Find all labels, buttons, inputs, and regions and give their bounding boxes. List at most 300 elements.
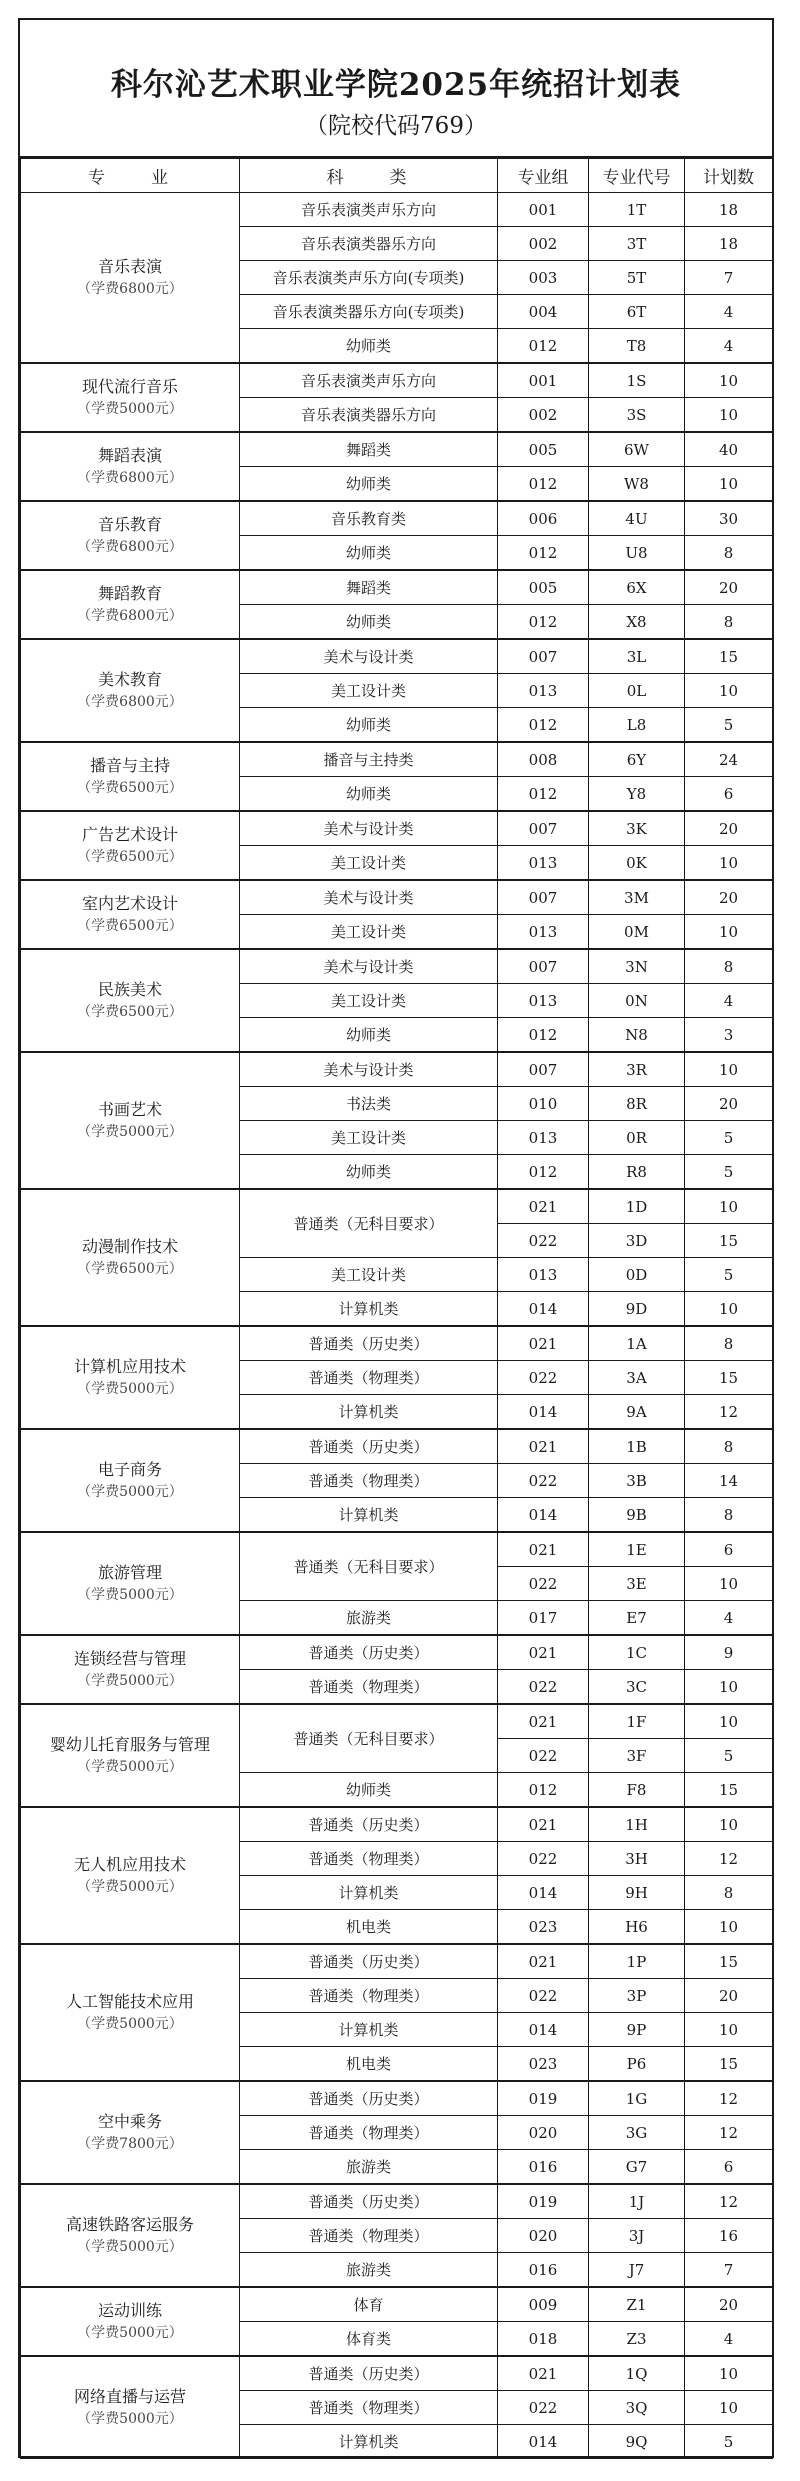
category-cell: 幼师类: [240, 329, 498, 364]
group-cell: 017: [498, 1601, 589, 1636]
code-cell: 1E: [589, 1532, 685, 1567]
group-cell: 012: [498, 467, 589, 502]
category-cell: 书法类: [240, 1087, 498, 1121]
group-cell: 012: [498, 1155, 589, 1190]
code-cell: 3C: [589, 1670, 685, 1705]
group-cell: 022: [498, 1739, 589, 1773]
category-cell: 普通类（历史类）: [240, 1635, 498, 1670]
category-cell: 美工设计类: [240, 1121, 498, 1155]
major-name: 民族美术: [97, 979, 162, 999]
category-cell: 美工设计类: [240, 674, 498, 708]
code-cell: 3R: [589, 1052, 685, 1087]
count-cell: 6: [685, 777, 773, 812]
count-cell: 10: [685, 1807, 773, 1842]
group-cell: 007: [498, 880, 589, 915]
major-name: 现代流行音乐: [81, 376, 178, 396]
major-cell: [21, 742, 240, 811]
major-tuition: （学费5000元）: [77, 2015, 183, 2032]
category-cell: 普通类（物理类）: [240, 1464, 498, 1498]
category-cell: 普通类（历史类）: [240, 1807, 498, 1842]
header-count: 计划数: [685, 159, 773, 193]
category-cell: 美术与设计类: [240, 811, 498, 846]
category-cell: 音乐表演类声乐方向: [240, 363, 498, 398]
major-cell: [21, 193, 240, 364]
code-cell: 0R: [589, 1121, 685, 1155]
code-cell: 3L: [589, 639, 685, 674]
code-cell: W8: [589, 467, 685, 502]
table-row: [21, 1704, 773, 1739]
code-cell: 3B: [589, 1464, 685, 1498]
major-cell: [21, 811, 240, 880]
category-cell: 机电类: [240, 1910, 498, 1945]
major-cell: [21, 1189, 240, 1326]
category-cell: 幼师类: [240, 536, 498, 571]
code-cell: E7: [589, 1601, 685, 1636]
major-name: 婴幼儿托育服务与管理: [49, 1734, 210, 1754]
category-cell: 计算机类: [240, 1292, 498, 1327]
count-cell: 20: [685, 1087, 773, 1121]
table-row: [21, 2287, 773, 2322]
group-cell: 022: [498, 1361, 589, 1395]
group-cell: 021: [498, 1944, 589, 1979]
major-tuition: （学费5000元）: [77, 1123, 183, 1140]
category-cell: 普通类（历史类）: [240, 1429, 498, 1464]
code-cell: 1Q: [589, 2356, 685, 2391]
group-cell: 018: [498, 2322, 589, 2357]
major-cell: [21, 1807, 240, 1944]
group-cell: 007: [498, 1052, 589, 1087]
group-cell: 023: [498, 1910, 589, 1945]
category-cell: 幼师类: [240, 1018, 498, 1053]
major-name: 室内艺术设计: [81, 893, 178, 913]
group-cell: 022: [498, 1670, 589, 1705]
major-tuition: （学费6500元）: [77, 848, 183, 865]
count-cell: 10: [685, 2391, 773, 2425]
group-cell: 012: [498, 536, 589, 571]
major-name: 书画艺术: [97, 1099, 162, 1119]
major-tuition: （学费5000元）: [77, 2410, 183, 2427]
count-cell: 12: [685, 1395, 773, 1430]
code-cell: 3D: [589, 1224, 685, 1258]
major-cell: [21, 1635, 240, 1704]
count-cell: 8: [685, 1326, 773, 1361]
count-cell: 4: [685, 295, 773, 329]
count-cell: 14: [685, 1464, 773, 1498]
table-row: [21, 1944, 773, 1979]
table-row: [21, 193, 773, 227]
code-cell: U8: [589, 536, 685, 571]
category-cell: 美工设计类: [240, 915, 498, 950]
count-cell: 6: [685, 1532, 773, 1567]
major-cell: [21, 1944, 240, 2081]
enrollment-plan-sheet: [18, 18, 774, 2458]
code-cell: 1P: [589, 1944, 685, 1979]
title-block: [20, 20, 772, 158]
count-cell: 15: [685, 2047, 773, 2082]
code-cell: N8: [589, 1018, 685, 1053]
code-cell: 3H: [589, 1842, 685, 1876]
group-cell: 010: [498, 1087, 589, 1121]
code-cell: T8: [589, 329, 685, 364]
major-cell: [21, 2356, 240, 2459]
category-cell: 旅游类: [240, 2150, 498, 2185]
group-cell: 007: [498, 811, 589, 846]
code-cell: 1F: [589, 1704, 685, 1739]
major-tuition: （学费6800元）: [77, 280, 183, 297]
count-cell: 10: [685, 1189, 773, 1224]
code-cell: F8: [589, 1773, 685, 1808]
group-cell: 007: [498, 639, 589, 674]
count-cell: 5: [685, 1121, 773, 1155]
code-cell: 3F: [589, 1739, 685, 1773]
group-cell: 012: [498, 708, 589, 743]
code-cell: 3T: [589, 227, 685, 261]
code-cell: 1C: [589, 1635, 685, 1670]
code-cell: 0D: [589, 1258, 685, 1292]
code-cell: Z1: [589, 2287, 685, 2322]
category-cell: 普通类（物理类）: [240, 2116, 498, 2150]
category-cell: 幼师类: [240, 1773, 498, 1808]
code-cell: P6: [589, 2047, 685, 2082]
count-cell: 10: [685, 1292, 773, 1327]
major-tuition: （学费6500元）: [77, 917, 183, 934]
code-cell: G7: [589, 2150, 685, 2185]
category-cell: 普通类（历史类）: [240, 2081, 498, 2116]
category-cell: 计算机类: [240, 2425, 498, 2459]
category-cell: 音乐表演类器乐方向(专项类): [240, 295, 498, 329]
group-cell: 016: [498, 2253, 589, 2288]
group-cell: 014: [498, 1876, 589, 1910]
count-cell: 10: [685, 2013, 773, 2047]
group-cell: 022: [498, 1567, 589, 1601]
major-tuition: （学费7800元）: [77, 2135, 183, 2152]
group-cell: 022: [498, 2391, 589, 2425]
count-cell: 3: [685, 1018, 773, 1053]
header-category: 科 类: [240, 159, 498, 193]
group-cell: 014: [498, 2425, 589, 2459]
category-cell: 体育: [240, 2287, 498, 2322]
code-cell: 0N: [589, 984, 685, 1018]
major-cell: [21, 2184, 240, 2287]
code-cell: 0M: [589, 915, 685, 950]
count-cell: 12: [685, 2116, 773, 2150]
table-row: [21, 1429, 773, 1464]
table-row: [21, 2081, 773, 2116]
group-cell: 002: [498, 398, 589, 433]
major-cell: [21, 2081, 240, 2184]
count-cell: 18: [685, 227, 773, 261]
group-cell: 002: [498, 227, 589, 261]
category-cell: 普通类（无科目要求）: [240, 1704, 498, 1773]
group-cell: 003: [498, 261, 589, 295]
count-cell: 12: [685, 1842, 773, 1876]
count-cell: 10: [685, 2356, 773, 2391]
major-name: 动漫制作技术: [81, 1236, 178, 1256]
category-cell: 普通类（物理类）: [240, 1842, 498, 1876]
code-cell: 8R: [589, 1087, 685, 1121]
major-cell: [21, 1326, 240, 1429]
major-name: 电子商务: [97, 1459, 162, 1479]
major-name: 网络直播与运营: [73, 2386, 186, 2406]
group-cell: 014: [498, 1498, 589, 1533]
group-cell: 005: [498, 432, 589, 467]
count-cell: 20: [685, 1979, 773, 2013]
group-cell: 012: [498, 1773, 589, 1808]
major-tuition: （学费5000元）: [77, 1586, 183, 1603]
category-cell: 音乐教育类: [240, 501, 498, 536]
group-cell: 012: [498, 1018, 589, 1053]
category-cell: 计算机类: [240, 1498, 498, 1533]
major-tuition: （学费6500元）: [77, 779, 183, 796]
count-cell: 5: [685, 708, 773, 743]
major-cell: [21, 1052, 240, 1189]
category-cell: 音乐表演类器乐方向: [240, 398, 498, 433]
major-tuition: （学费5000元）: [77, 2238, 183, 2255]
category-cell: 机电类: [240, 2047, 498, 2082]
code-cell: 9H: [589, 1876, 685, 1910]
count-cell: 10: [685, 674, 773, 708]
count-cell: 4: [685, 329, 773, 364]
major-tuition: （学费5000元）: [77, 1380, 183, 1397]
major-cell: [21, 2287, 240, 2356]
code-cell: 1H: [589, 1807, 685, 1842]
major-tuition: （学费5000元）: [77, 1672, 183, 1689]
major-tuition: （学费6800元）: [77, 693, 183, 710]
count-cell: 10: [685, 915, 773, 950]
group-cell: 019: [498, 2081, 589, 2116]
major-cell: [21, 363, 240, 432]
code-cell: 1J: [589, 2184, 685, 2219]
category-cell: 普通类（物理类）: [240, 1361, 498, 1395]
group-cell: 021: [498, 1532, 589, 1567]
table-row: [21, 1052, 773, 1087]
group-cell: 022: [498, 1464, 589, 1498]
code-cell: L8: [589, 708, 685, 743]
major-tuition: （学费5000元）: [77, 1878, 183, 1895]
group-cell: 013: [498, 915, 589, 950]
category-cell: 播音与主持类: [240, 742, 498, 777]
category-cell: 普通类（物理类）: [240, 1979, 498, 2013]
count-cell: 5: [685, 1739, 773, 1773]
category-cell: 体育类: [240, 2322, 498, 2357]
code-cell: 3P: [589, 1979, 685, 2013]
code-cell: 3Q: [589, 2391, 685, 2425]
code-cell: J7: [589, 2253, 685, 2288]
category-cell: 计算机类: [240, 1395, 498, 1430]
code-cell: 1D: [589, 1189, 685, 1224]
category-cell: 普通类（历史类）: [240, 1944, 498, 1979]
category-cell: 普通类（历史类）: [240, 2184, 498, 2219]
group-cell: 004: [498, 295, 589, 329]
table-row: [21, 1532, 773, 1567]
header-code: 专业代号: [589, 159, 685, 193]
code-cell: 1T: [589, 193, 685, 227]
count-cell: 10: [685, 1910, 773, 1945]
group-cell: 009: [498, 2287, 589, 2322]
header-major: 专 业: [21, 159, 240, 193]
major-name: 计算机应用技术: [73, 1356, 186, 1376]
count-cell: 8: [685, 536, 773, 571]
major-name: 人工智能技术应用: [65, 1991, 194, 2011]
group-cell: 012: [498, 605, 589, 640]
count-cell: 15: [685, 1224, 773, 1258]
table-row: [21, 2184, 773, 2219]
group-cell: 001: [498, 193, 589, 227]
major-cell: [21, 432, 240, 501]
table-header-row: [21, 159, 773, 193]
major-name: 广告艺术设计: [81, 824, 178, 844]
major-cell: [21, 880, 240, 949]
major-name: 旅游管理: [97, 1562, 162, 1582]
group-cell: 012: [498, 329, 589, 364]
category-cell: 普通类（历史类）: [240, 2356, 498, 2391]
code-cell: H6: [589, 1910, 685, 1945]
major-name: 连锁经营与管理: [73, 1648, 186, 1668]
code-cell: 1B: [589, 1429, 685, 1464]
category-cell: 普通类（历史类）: [240, 1326, 498, 1361]
count-cell: 8: [685, 1876, 773, 1910]
group-cell: 013: [498, 984, 589, 1018]
major-cell: [21, 501, 240, 570]
code-cell: 3N: [589, 949, 685, 984]
code-cell: 9Q: [589, 2425, 685, 2459]
major-cell: [21, 1704, 240, 1807]
major-name: 舞蹈表演: [97, 445, 162, 465]
code-cell: Z3: [589, 2322, 685, 2357]
page-title: 科尔沁艺术职业学院2025年统招计划表: [110, 67, 682, 103]
major-name: 运动训练: [97, 2300, 162, 2320]
group-cell: 006: [498, 501, 589, 536]
code-cell: 9D: [589, 1292, 685, 1327]
major-cell: [21, 639, 240, 742]
category-cell: 幼师类: [240, 1155, 498, 1190]
count-cell: 8: [685, 1498, 773, 1533]
category-cell: 舞蹈类: [240, 570, 498, 605]
group-cell: 014: [498, 1395, 589, 1430]
group-cell: 022: [498, 1979, 589, 2013]
major-name: 音乐教育: [97, 514, 162, 534]
code-cell: 0K: [589, 846, 685, 881]
count-cell: 20: [685, 811, 773, 846]
table-row: [21, 811, 773, 846]
code-cell: 3K: [589, 811, 685, 846]
count-cell: 10: [685, 1567, 773, 1601]
major-cell: [21, 1532, 240, 1635]
category-cell: 音乐表演类声乐方向: [240, 193, 498, 227]
major-tuition: （学费5000元）: [77, 2324, 183, 2341]
group-cell: 013: [498, 674, 589, 708]
group-cell: 021: [498, 1429, 589, 1464]
group-cell: 020: [498, 2116, 589, 2150]
count-cell: 30: [685, 501, 773, 536]
count-cell: 10: [685, 398, 773, 433]
major-cell: [21, 949, 240, 1052]
category-cell: 计算机类: [240, 1876, 498, 1910]
group-cell: 021: [498, 1704, 589, 1739]
code-cell: 1A: [589, 1326, 685, 1361]
count-cell: 20: [685, 570, 773, 605]
count-cell: 8: [685, 605, 773, 640]
group-cell: 019: [498, 2184, 589, 2219]
code-cell: 9P: [589, 2013, 685, 2047]
group-cell: 021: [498, 1807, 589, 1842]
count-cell: 18: [685, 193, 773, 227]
code-cell: 0L: [589, 674, 685, 708]
code-cell: 6X: [589, 570, 685, 605]
group-cell: 021: [498, 1635, 589, 1670]
major-tuition: （学费6800元）: [77, 469, 183, 486]
category-cell: 美工设计类: [240, 846, 498, 881]
group-cell: 023: [498, 2047, 589, 2082]
count-cell: 20: [685, 880, 773, 915]
major-tuition: （学费6800元）: [77, 607, 183, 624]
group-cell: 021: [498, 1326, 589, 1361]
table-row: [21, 949, 773, 984]
group-cell: 008: [498, 742, 589, 777]
count-cell: 10: [685, 363, 773, 398]
major-cell: [21, 570, 240, 639]
group-cell: 022: [498, 1842, 589, 1876]
major-tuition: （学费5000元）: [77, 400, 183, 417]
code-cell: 1S: [589, 363, 685, 398]
count-cell: 8: [685, 1429, 773, 1464]
count-cell: 4: [685, 2322, 773, 2357]
group-cell: 021: [498, 1189, 589, 1224]
table-row: [21, 1189, 773, 1224]
count-cell: 10: [685, 467, 773, 502]
count-cell: 40: [685, 432, 773, 467]
code-cell: 3G: [589, 2116, 685, 2150]
table-row: [21, 880, 773, 915]
count-cell: 12: [685, 2081, 773, 2116]
code-cell: 1G: [589, 2081, 685, 2116]
category-cell: 美工设计类: [240, 1258, 498, 1292]
group-cell: 020: [498, 2219, 589, 2253]
group-cell: 012: [498, 777, 589, 812]
group-cell: 005: [498, 570, 589, 605]
category-cell: 美术与设计类: [240, 639, 498, 674]
count-cell: 7: [685, 2253, 773, 2288]
category-cell: 幼师类: [240, 708, 498, 743]
count-cell: 5: [685, 1258, 773, 1292]
category-cell: 舞蹈类: [240, 432, 498, 467]
count-cell: 9: [685, 1635, 773, 1670]
table-row: [21, 570, 773, 605]
count-cell: 10: [685, 1704, 773, 1739]
count-cell: 5: [685, 1155, 773, 1190]
group-cell: 014: [498, 1292, 589, 1327]
category-cell: 幼师类: [240, 467, 498, 502]
table-row: [21, 363, 773, 398]
category-cell: 普通类（无科目要求）: [240, 1532, 498, 1601]
category-cell: 美术与设计类: [240, 880, 498, 915]
major-tuition: （学费6500元）: [77, 1260, 183, 1277]
major-name: 空中乘务: [97, 2111, 162, 2131]
group-cell: 013: [498, 1121, 589, 1155]
major-tuition: （学费5000元）: [77, 1483, 183, 1500]
count-cell: 7: [685, 261, 773, 295]
major-name: 美术教育: [97, 669, 162, 689]
code-cell: 6Y: [589, 742, 685, 777]
category-cell: 普通类（物理类）: [240, 1670, 498, 1705]
code-cell: 5T: [589, 261, 685, 295]
table-body: [21, 193, 773, 2459]
count-cell: 24: [685, 742, 773, 777]
major-cell: [21, 1429, 240, 1532]
code-cell: 3J: [589, 2219, 685, 2253]
category-cell: 旅游类: [240, 2253, 498, 2288]
table-row: [21, 2356, 773, 2391]
